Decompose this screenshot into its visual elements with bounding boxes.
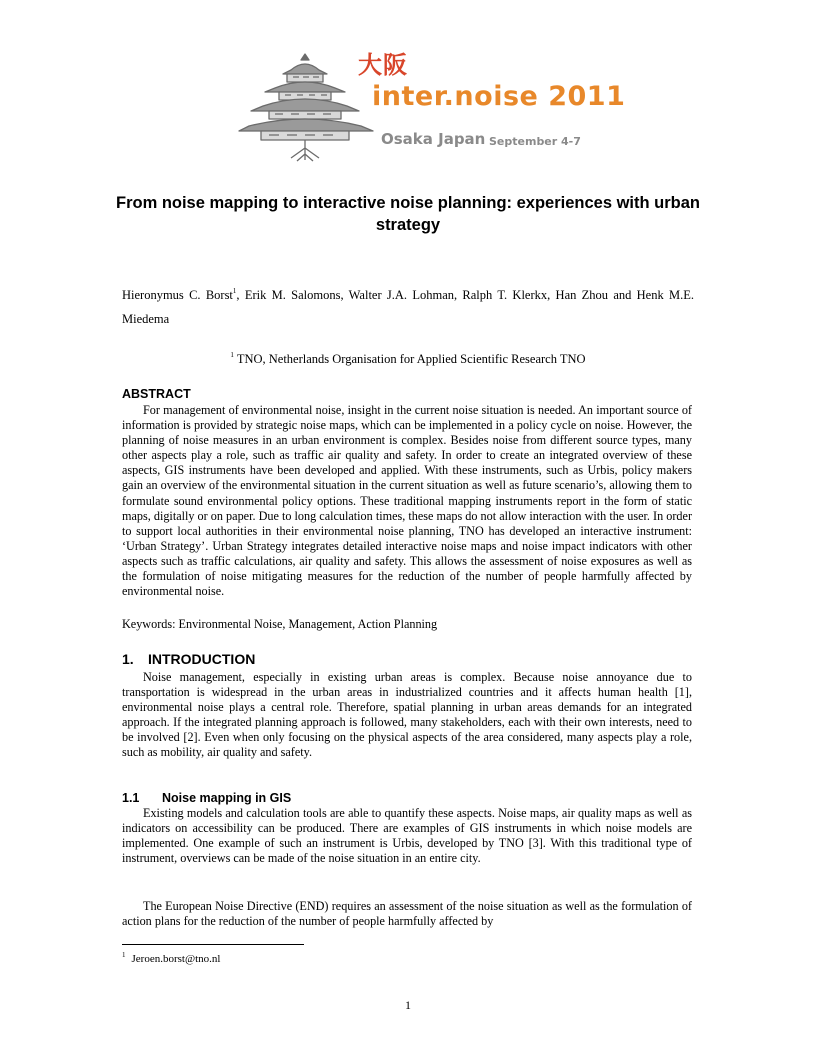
first-author: Hieronymus C. Borst [122,288,233,302]
abstract-text: For management of environmental noise, insight in the current noise situation is needed. An important source of information is provided by strategic noise maps, which can be implemented in a policy cycle on noise. However, the planning of noise measures in an urban environment is complex. Besides noise from different source types, many other aspects play a role, such as traffic air quality and safety. In order to create an integrated overview of these aspects, GIS instruments have been developed and applied. With these instruments, such as Urbis, policy makers gain an overview of the environmental situation in the current situation as well as future scenario’s, allowing them to formulate sound environmental policy options. These traditional mapping instruments report in the form of static maps, digitally or on paper. Due to long calculation times, these maps do not allow interaction with the user. In order to support local authorities in their environmental noise planning, TNO has developed an interactive instrument: ‘Urban Strategy’. Urban Strategy integrates detailed interactive noise maps and noise impact indicators with other aspects such as traffic calculations, air quality and safety. This allows the assessment of noise exposures as well as the formulation of noise mitigating measures for the reduction of the number of people harmfully affected by environmental noise. [122,403,692,599]
introduction-paragraph: Noise management, especially in existing urban areas is complex. Because noise annoyance due to transportation is widespread in the urban areas in industrialized countries and it affects human health [1], environmental noise plays a central role. Therefore, spatial planning in urban areas demands for an integrated approach. If the integrated planning approach is followed, many stakeholders, each with their own interests, need to be involved [2]. Even when only focusing on the physical aspects of the area considered, many aspects play a role, such as mobility, air quality and safety. [122,670,692,760]
section-heading [122,651,255,667]
affiliation-text: TNO, Netherlands Organisation for Applied Scientific Research TNO [236,352,586,366]
subsection-title: Noise mapping in GIS [162,791,292,805]
affiliation [122,351,694,367]
keywords: Keywords: Environmental Noise, Management, Action Planning [122,617,438,631]
body-paragraph: Existing models and calculation tools are able to quantify these aspects. Noise maps, air quality maps as well as indicators on accessibility can be produced. There are examples of GIS instruments in which noise models are implemented. One example of such an instrument is Urbis, developed by TNO [3]. With this traditional type of instrument, overviews can be made of the noise situation in an entire city. [122,806,692,866]
author-list [122,283,694,331]
logo-dates: September 4-7 [489,135,581,148]
abstract-heading: ABSTRACT [122,387,191,401]
logo-kanji: 大阪 [358,51,408,79]
subsection-heading [122,791,291,806]
page-number: 1 [405,998,411,1012]
affiliation-mark: 1 [232,287,237,295]
footnote-mark: 1 [122,951,126,959]
body-paragraph: The European Noise Directive (END) requires an assessment of the noise situation as well as the formulation of action plans for the reduction of the number of people harmfully affected by [122,899,692,929]
footnote-email: Jeroen.borst@tno.nl [131,953,221,965]
osaka-castle-icon [235,48,375,163]
logo-city: Osaka Japan [381,130,486,148]
section-title: INTRODUCTION [148,651,256,667]
affiliation-mark: 1 [230,351,234,359]
paper-title: From noise mapping to interactive noise planning: experiences with urban strategy [115,194,701,234]
footnote-rule [122,944,304,945]
logo-event-name: inter.noise 2011 [372,81,626,112]
footnote [122,952,220,966]
subsection-number: 1.1 [122,791,140,805]
other-authors: , Erik M. Salomons, Walter J.A. Lohman, Ralph T. Klerkx, Han Zhou and Henk M.E. Miedema [122,288,695,326]
section-number: 1. [122,651,134,667]
